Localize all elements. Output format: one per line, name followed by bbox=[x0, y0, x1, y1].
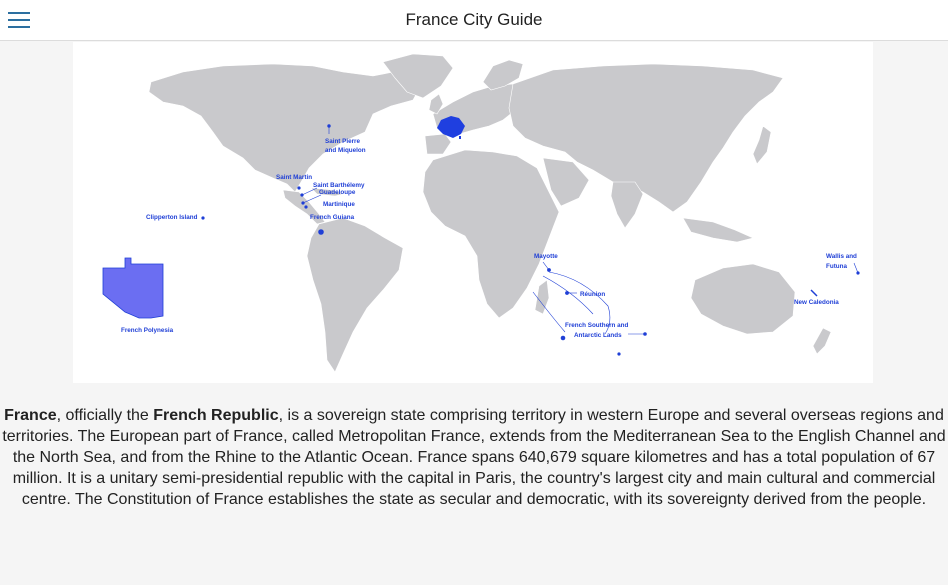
country-name: France bbox=[4, 407, 57, 424]
label-saint-barthelemy: Saint Barthélemy bbox=[313, 182, 365, 189]
label-mayotte: Mayotte bbox=[534, 253, 558, 260]
label-saint-martin: Saint Martin bbox=[276, 174, 313, 181]
label-clipperton: Clipperton Island bbox=[146, 214, 198, 221]
label-guadeloupe: Guadeloupe bbox=[319, 189, 356, 196]
desc-text-2: , is a sovereign state comprising territory in western Europe and several overseas regions and territories. The European part of France, called Metropolitan France, extends from the Mediterranean Sea to the English Channel and the North Sea, and from the Rhine to the Atlantic Ocean. France spans 640,679 square kilometres and has a total population of 67 million. It is a unitary semi-presidential republic with the capital in Paris, the country's largest city and main cultural and commercial centre. The Constitution of France establishes the state as secular and democratic, with its sovereignty derived from the people. bbox=[2, 407, 946, 508]
label-french-guiana: French Guiana bbox=[310, 214, 355, 221]
france-description bbox=[0, 405, 948, 510]
desc-text-1: , officially the bbox=[56, 407, 154, 424]
label-martinique: Martinique bbox=[323, 201, 355, 208]
label-miquelon: and Miquelon bbox=[325, 147, 366, 154]
world-map bbox=[73, 42, 873, 383]
page-title: France City Guide bbox=[405, 10, 543, 29]
corsica-highlight bbox=[459, 136, 461, 139]
label-wallis: Wallis and bbox=[826, 253, 857, 260]
french-polynesia-area bbox=[103, 258, 163, 318]
label-antarctic-lands: Antarctic Lands bbox=[574, 332, 622, 339]
label-french-polynesia: French Polynesia bbox=[121, 327, 174, 334]
label-saint-pierre: Saint Pierre bbox=[325, 138, 360, 145]
official-name: French Republic bbox=[153, 407, 279, 424]
label-new-caledonia: New Caledonia bbox=[794, 299, 839, 306]
world-landmasses bbox=[149, 54, 831, 372]
label-futuna: Futuna bbox=[826, 263, 847, 270]
app-bar bbox=[0, 0, 948, 41]
label-french-southern: French Southern and bbox=[565, 322, 629, 329]
label-reunion: Réunion bbox=[580, 291, 606, 298]
